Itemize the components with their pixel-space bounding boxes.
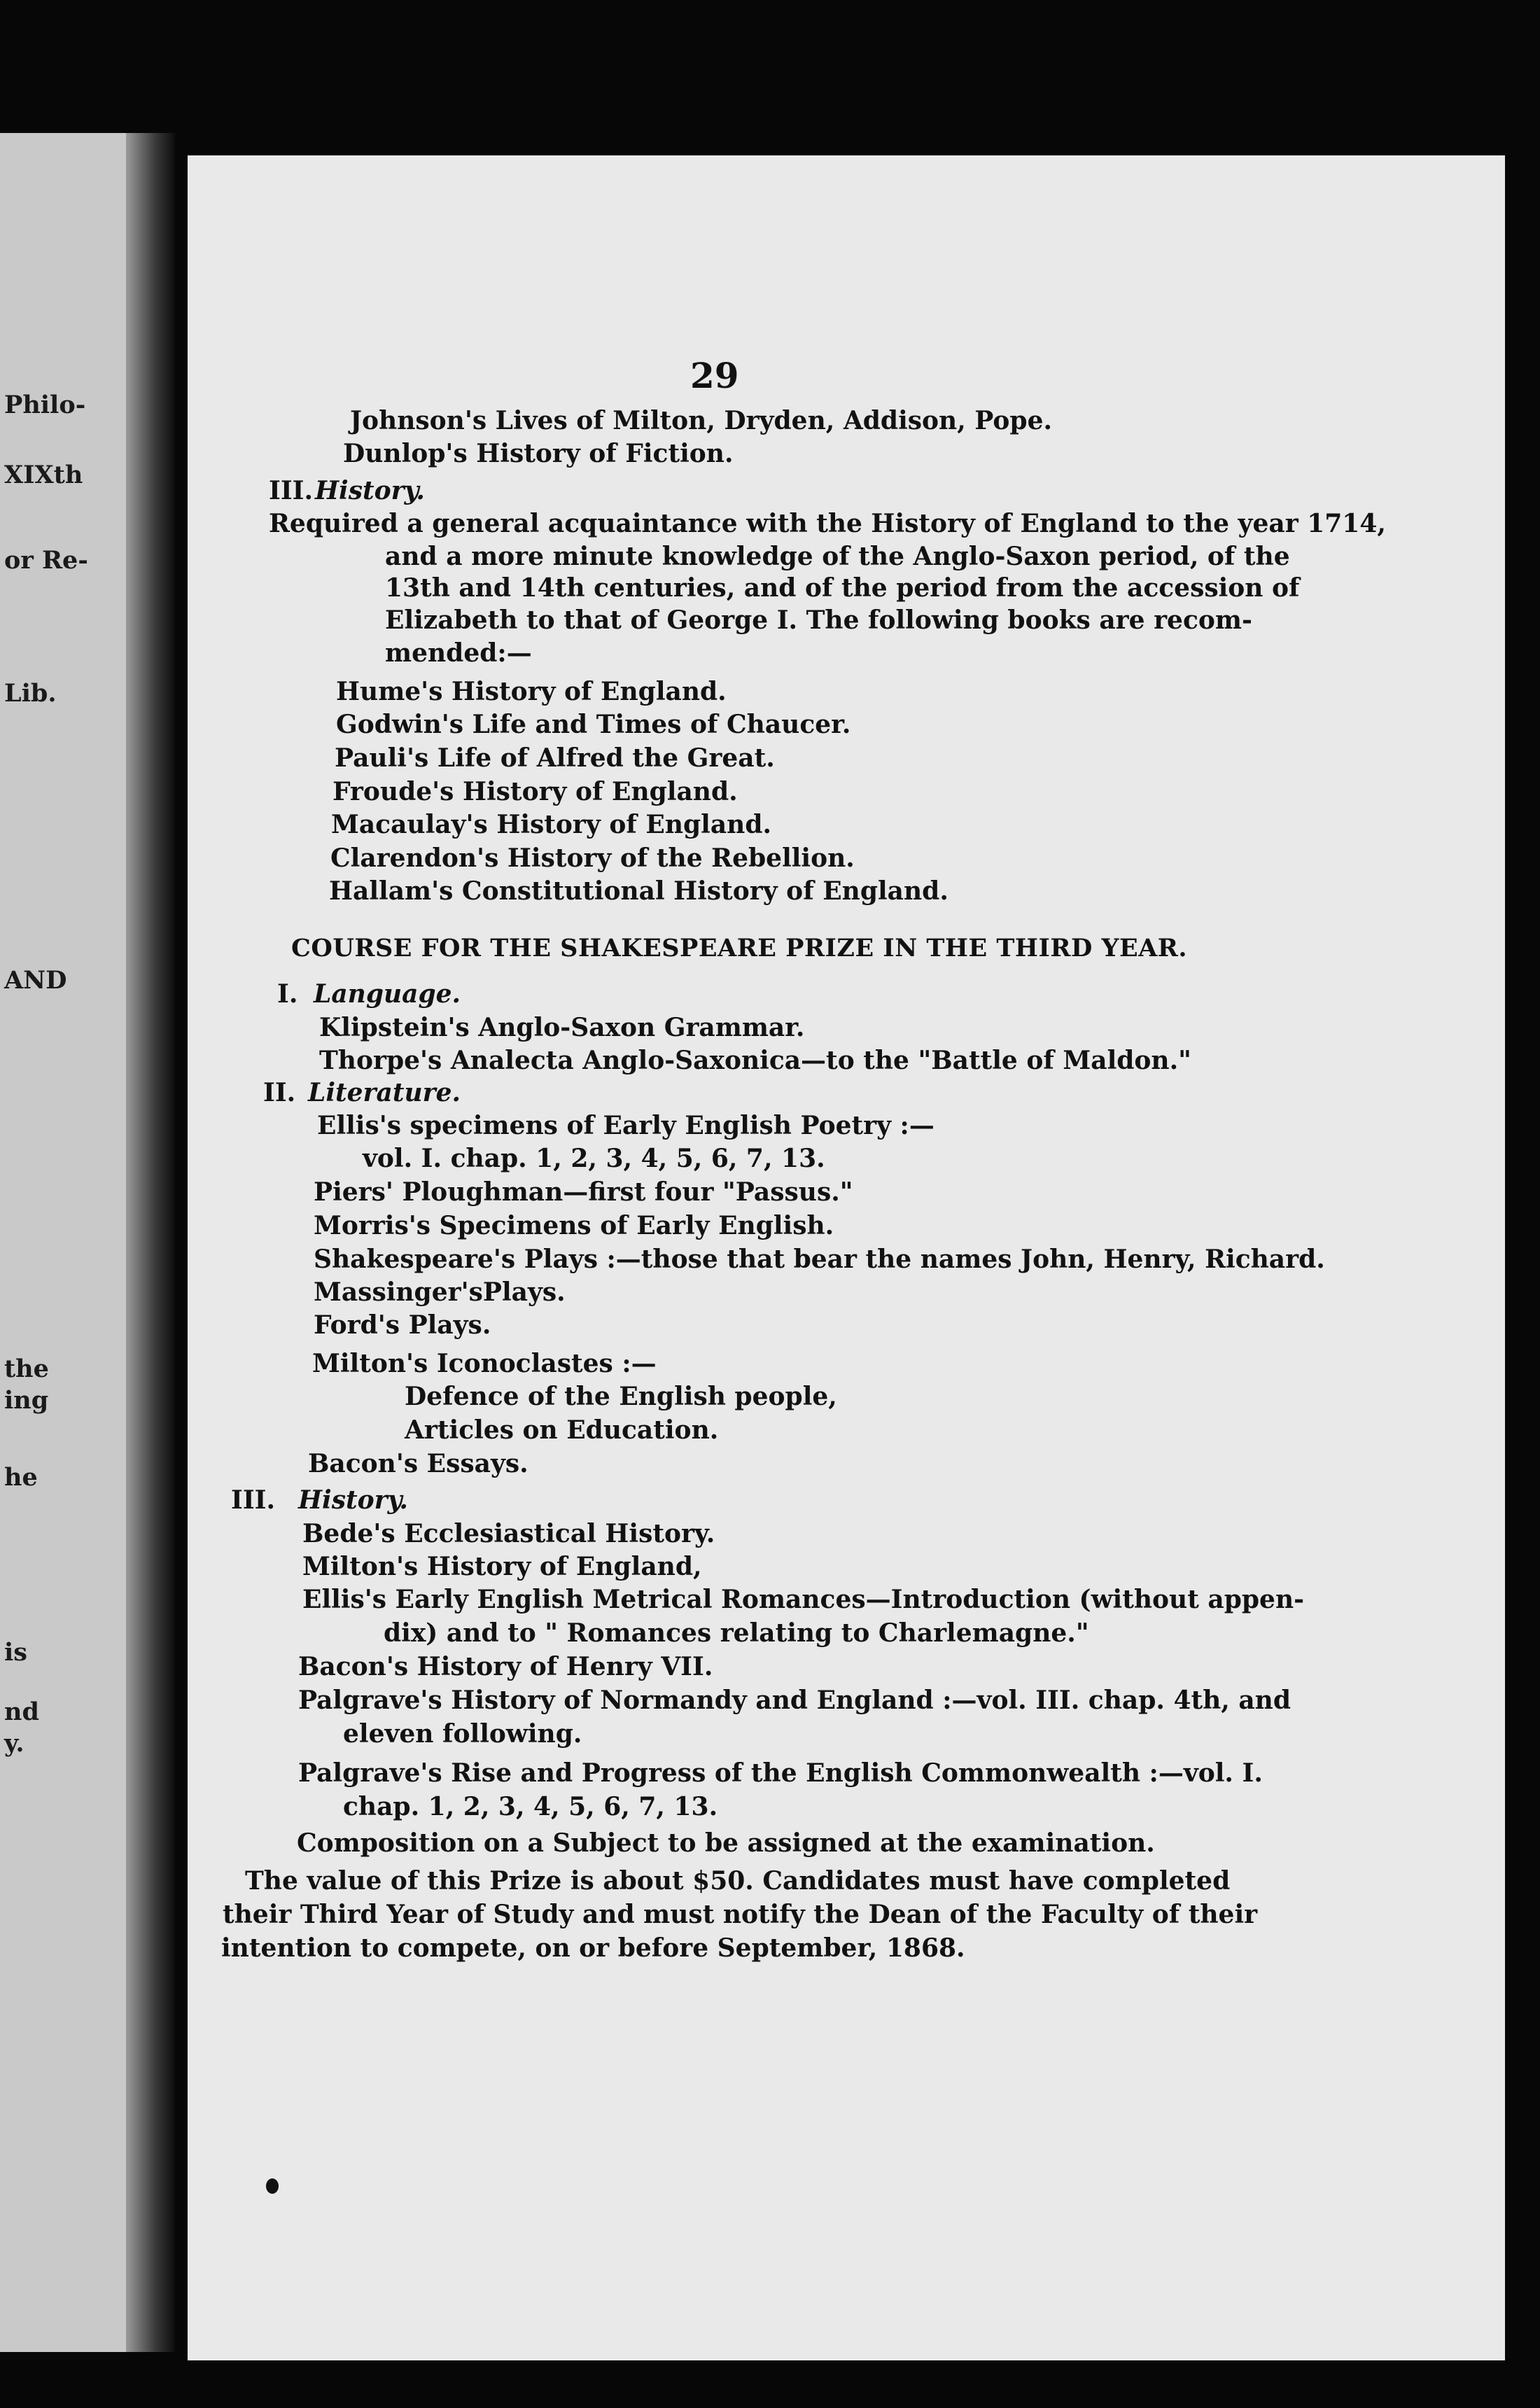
left-fragment: y.: [4, 1729, 24, 1758]
text-line: Required a general acquaintance with the History of England to the year 1714,: [269, 509, 1386, 538]
list-item: Milton's History of England,: [302, 1552, 702, 1581]
list-item: Bacon's Essays.: [308, 1449, 528, 1478]
section-title: History.: [315, 476, 425, 505]
text-line: Elizabeth to that of George I. The following books are recom-: [385, 606, 1252, 635]
list-item: Ellis's Early English Metrical Romances—Introduction (without appen-: [302, 1585, 1305, 1614]
list-item: Klipstein's Anglo-Saxon Grammar.: [319, 1013, 805, 1042]
left-fragment: Philo-: [4, 391, 86, 419]
left-fragment: XIXth: [4, 461, 83, 489]
left-fragment: he: [4, 1463, 38, 1492]
list-item: Bacon's History of Henry VII.: [298, 1652, 713, 1681]
left-fragment: Lib.: [4, 679, 57, 708]
list-item: chap. 1, 2, 3, 4, 5, 6, 7, 13.: [343, 1792, 718, 1821]
section-title: Language.: [314, 979, 461, 1009]
list-item: Articles on Education.: [405, 1415, 719, 1445]
section-title: History.: [298, 1485, 408, 1515]
list-item: Froude's History of England.: [332, 777, 738, 806]
ink-speck: [266, 2178, 279, 2194]
list-item: Piers' Ploughman—first four "Passus.": [314, 1177, 853, 1207]
text-line: Dunlop's History of Fiction.: [343, 439, 734, 468]
page-gutter: [126, 133, 175, 2352]
page-number: 29: [690, 355, 739, 396]
list-item: Pauli's Life of Alfred the Great.: [335, 743, 775, 773]
prize-note: The value of this Prize is about $50. Candidates must have completed: [245, 1866, 1231, 1896]
text-line: 13th and 14th centuries, and of the period from the accession of: [385, 573, 1300, 603]
list-item: Clarendon's History of the Rebellion.: [330, 844, 855, 873]
left-fragment: or Re-: [4, 546, 88, 575]
left-fragment: is: [4, 1638, 28, 1667]
left-fragment: nd: [4, 1698, 39, 1726]
list-item: Bede's Ecclesiastical History.: [302, 1519, 715, 1548]
prize-note: their Third Year of Study and must notify the Dean of the Faculty of their: [223, 1900, 1258, 1929]
section-number: I.: [277, 979, 298, 1009]
list-item: Thorpe's Analecta Anglo-Saxonica—to the "Battle of Maldon.": [319, 1046, 1191, 1075]
list-item: Palgrave's History of Normandy and England :—vol. III. chap. 4th, and: [298, 1686, 1292, 1715]
list-item: vol. I. chap. 1, 2, 3, 4, 5, 6, 7, 13.: [363, 1144, 825, 1173]
list-item: Defence of the English people,: [405, 1382, 837, 1411]
list-item: Hume's History of England.: [336, 677, 727, 706]
list-item: Shakespeare's Plays :—those that bear the names John, Henry, Richard.: [314, 1245, 1325, 1274]
left-fragment: AND: [4, 966, 67, 995]
text-line: Johnson's Lives of Milton, Dryden, Addison, Pope.: [350, 406, 1053, 435]
section-title: Literature.: [308, 1078, 461, 1107]
list-item: Ford's Plays.: [314, 1310, 491, 1340]
list-item: Palgrave's Rise and Progress of the English Commonwealth :—vol. I.: [298, 1758, 1263, 1788]
list-item: Hallam's Constitutional History of England.: [329, 876, 948, 906]
text-line: and a more minute knowledge of the Anglo-Saxon period, of the: [385, 542, 1290, 571]
list-item: Godwin's Life and Times of Chaucer.: [336, 710, 851, 739]
section-number: III.: [231, 1485, 276, 1515]
prize-note: intention to compete, on or before September, 1868.: [221, 1933, 965, 1963]
left-fragment: the: [4, 1354, 49, 1383]
list-item: eleven following.: [343, 1719, 582, 1749]
list-item: dix) and to " Romances relating to Charlemagne.": [384, 1618, 1089, 1648]
left-fragment: ing: [4, 1386, 49, 1415]
document-page: [188, 155, 1505, 2360]
section-number: II.: [263, 1078, 296, 1107]
list-item: Milton's Iconoclastes :—: [312, 1349, 657, 1378]
list-item: Massinger'sPlays.: [314, 1278, 566, 1307]
list-item: Ellis's specimens of Early English Poetry :—: [317, 1111, 934, 1140]
course-heading: COURSE FOR THE SHAKESPEARE PRIZE IN THE THIRD YEAR.: [291, 934, 1188, 962]
text-line: mended:—: [385, 638, 532, 668]
section-number: III.: [269, 476, 314, 505]
list-item: Composition on a Subject to be assigned at the examination.: [297, 1828, 1155, 1858]
list-item: Morris's Specimens of Early English.: [314, 1211, 834, 1240]
list-item: Macaulay's History of England.: [331, 810, 772, 839]
